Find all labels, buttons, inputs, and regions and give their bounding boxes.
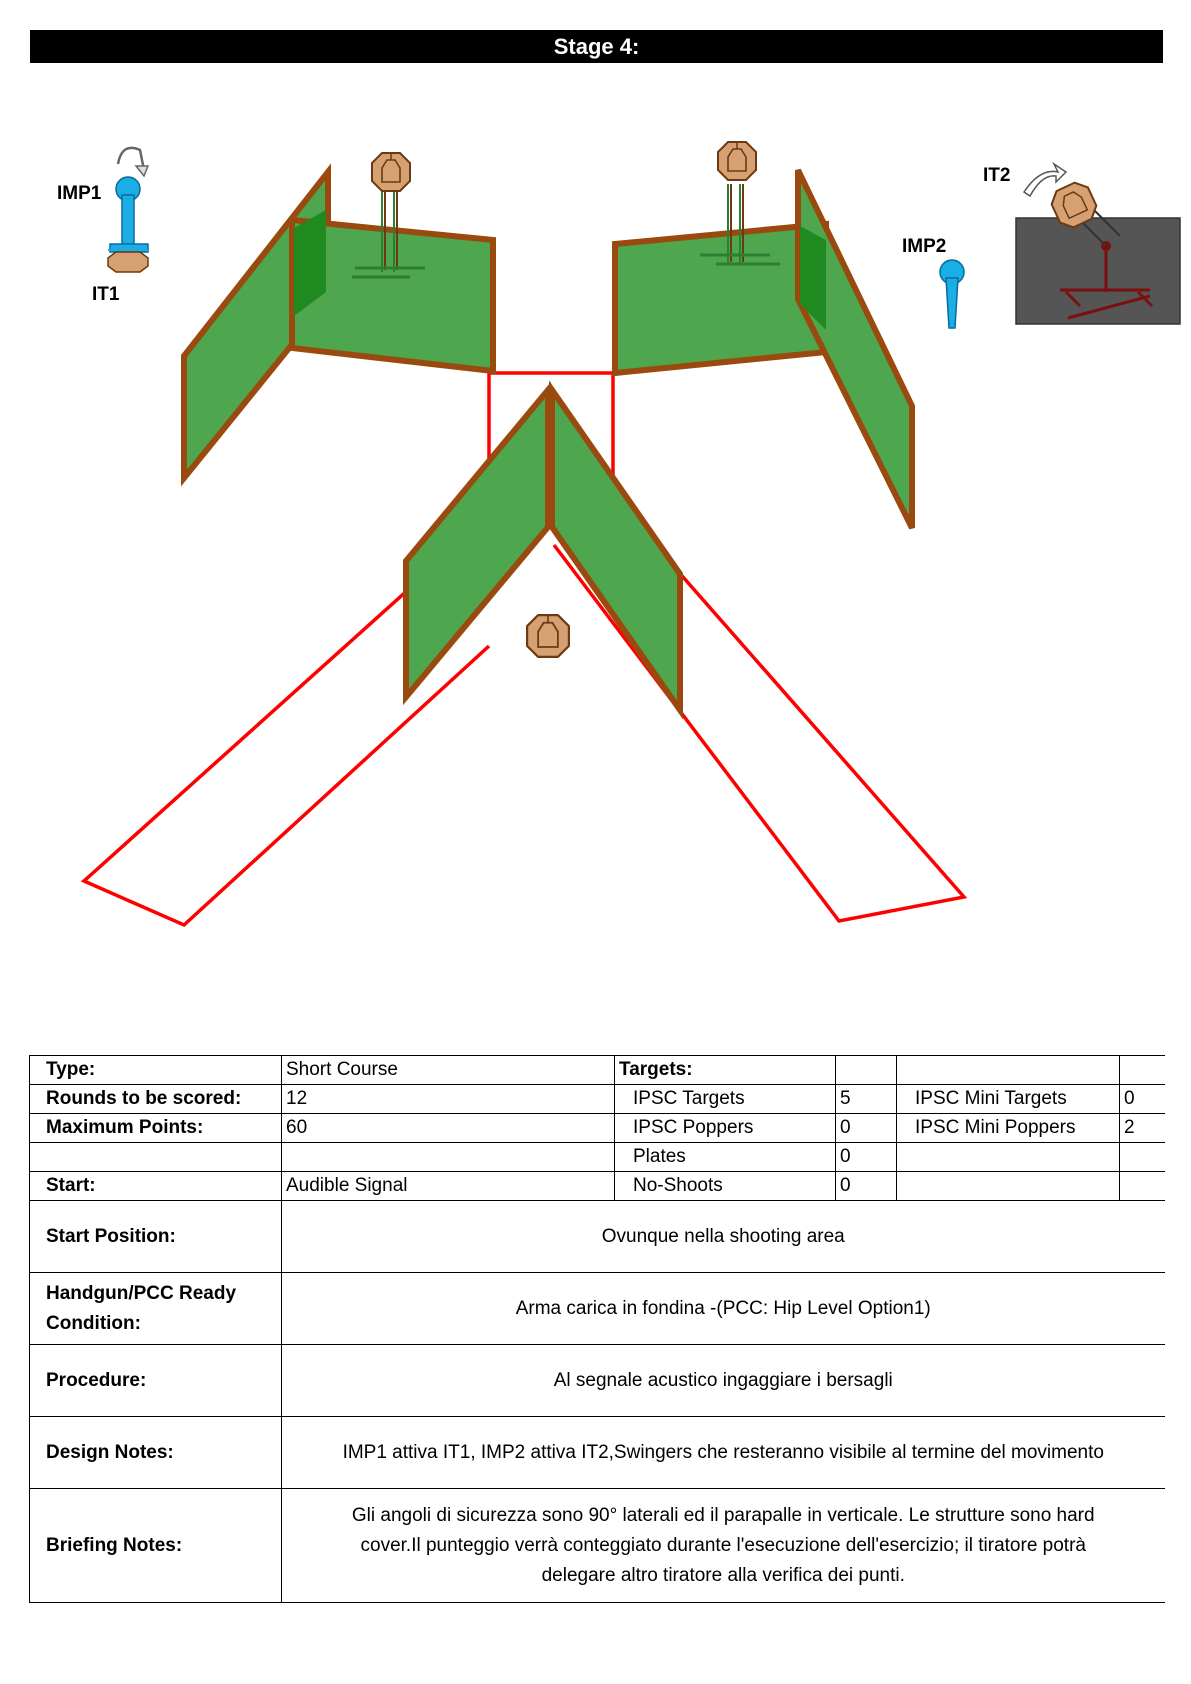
ipsc-poppers-value: 0 (836, 1114, 897, 1143)
empty-cell (897, 1143, 1120, 1172)
imp1-label: IMP1 (57, 183, 102, 204)
wall-center-left (406, 390, 548, 697)
ipsc-targets-value: 5 (836, 1085, 897, 1114)
table-row (30, 1085, 1165, 1114)
type-value: Short Course (282, 1056, 615, 1085)
table-row (30, 1201, 1165, 1273)
briefing-notes-value: Gli angoli di sicurezza sono 90° laterali ed il parapalle in verticale. Le strutture sono hard cover.Il punteggio verrà conteggiato durante l'esecuzione dell'esercizio; il tiratore potrà delegare altro tiratore alla verifica dei punti. (282, 1489, 1165, 1603)
imp2-popper (940, 260, 964, 328)
procedure-label: Procedure: (30, 1345, 282, 1417)
max-points-value: 60 (282, 1114, 615, 1143)
stage-title: Stage 4: (30, 30, 1163, 63)
it1-target (108, 250, 148, 272)
table-row (30, 1056, 1165, 1085)
procedure-value: Al segnale acustico ingaggiare i bersagli (282, 1345, 1165, 1417)
table-row (30, 1273, 1165, 1345)
target-center (527, 615, 569, 657)
empty-cell (1120, 1172, 1165, 1201)
left-walls (184, 172, 493, 478)
ipsc-mini-poppers-label: IPSC Mini Poppers (897, 1114, 1120, 1143)
table-row (30, 1345, 1165, 1417)
type-label: Type: (30, 1056, 282, 1085)
start-label: Start: (30, 1172, 282, 1201)
it2-swinger (1016, 178, 1180, 324)
ipsc-mini-poppers-value: 2 (1120, 1114, 1165, 1143)
wall-center-right (552, 390, 680, 710)
empty-cell (1120, 1056, 1165, 1085)
ready-condition-label: Handgun/PCC Ready Condition: (30, 1273, 282, 1345)
ready-condition-value: Arma carica in fondina -(PCC: Hip Level Option1) (282, 1273, 1165, 1345)
start-position-value: Ovunque nella shooting area (282, 1201, 1165, 1273)
imp2-label: IMP2 (902, 236, 947, 257)
stage-diagram (0, 63, 1191, 1053)
table-row (30, 1489, 1165, 1603)
ipsc-mini-targets-value: 0 (1120, 1085, 1165, 1114)
rounds-value: 12 (282, 1085, 615, 1114)
design-notes-value: IMP1 attiva IT1, IMP2 attiva IT2,Swingers che resteranno visibile al termine del movimento (282, 1417, 1165, 1489)
table-row (30, 1143, 1165, 1172)
start-value: Audible Signal (282, 1172, 615, 1201)
plates-label: Plates (615, 1143, 836, 1172)
max-points-label: Maximum Points: (30, 1114, 282, 1143)
no-shoots-label: No-Shoots (615, 1172, 836, 1201)
empty-cell (897, 1056, 1120, 1085)
plates-value: 0 (836, 1143, 897, 1172)
empty-cell (897, 1172, 1120, 1201)
targets-label: Targets: (615, 1056, 836, 1085)
it2-label: IT2 (983, 165, 1011, 186)
empty-cell (282, 1143, 615, 1172)
table-row (30, 1114, 1165, 1143)
center-walls (406, 390, 680, 710)
start-position-label: Start Position: (30, 1201, 282, 1273)
briefing-notes-label: Briefing Notes: (30, 1489, 282, 1603)
table-row (30, 1417, 1165, 1489)
ipsc-mini-targets-label: IPSC Mini Targets (897, 1085, 1120, 1114)
empty-cell (30, 1143, 282, 1172)
table-row (30, 1172, 1165, 1201)
rotate-arrow-icon (118, 148, 148, 176)
ipsc-targets-label: IPSC Targets (615, 1085, 836, 1114)
ipsc-poppers-label: IPSC Poppers (615, 1114, 836, 1143)
right-walls (615, 170, 912, 528)
it1-label: IT1 (92, 284, 120, 305)
imp1-popper (110, 177, 148, 252)
wall-right-back (615, 224, 826, 373)
no-shoots-value: 0 (836, 1172, 897, 1201)
stage-info-table (29, 1055, 1165, 1603)
empty-cell (836, 1056, 897, 1085)
rounds-label: Rounds to be scored: (30, 1085, 282, 1114)
empty-cell (1120, 1143, 1165, 1172)
design-notes-label: Design Notes: (30, 1417, 282, 1489)
